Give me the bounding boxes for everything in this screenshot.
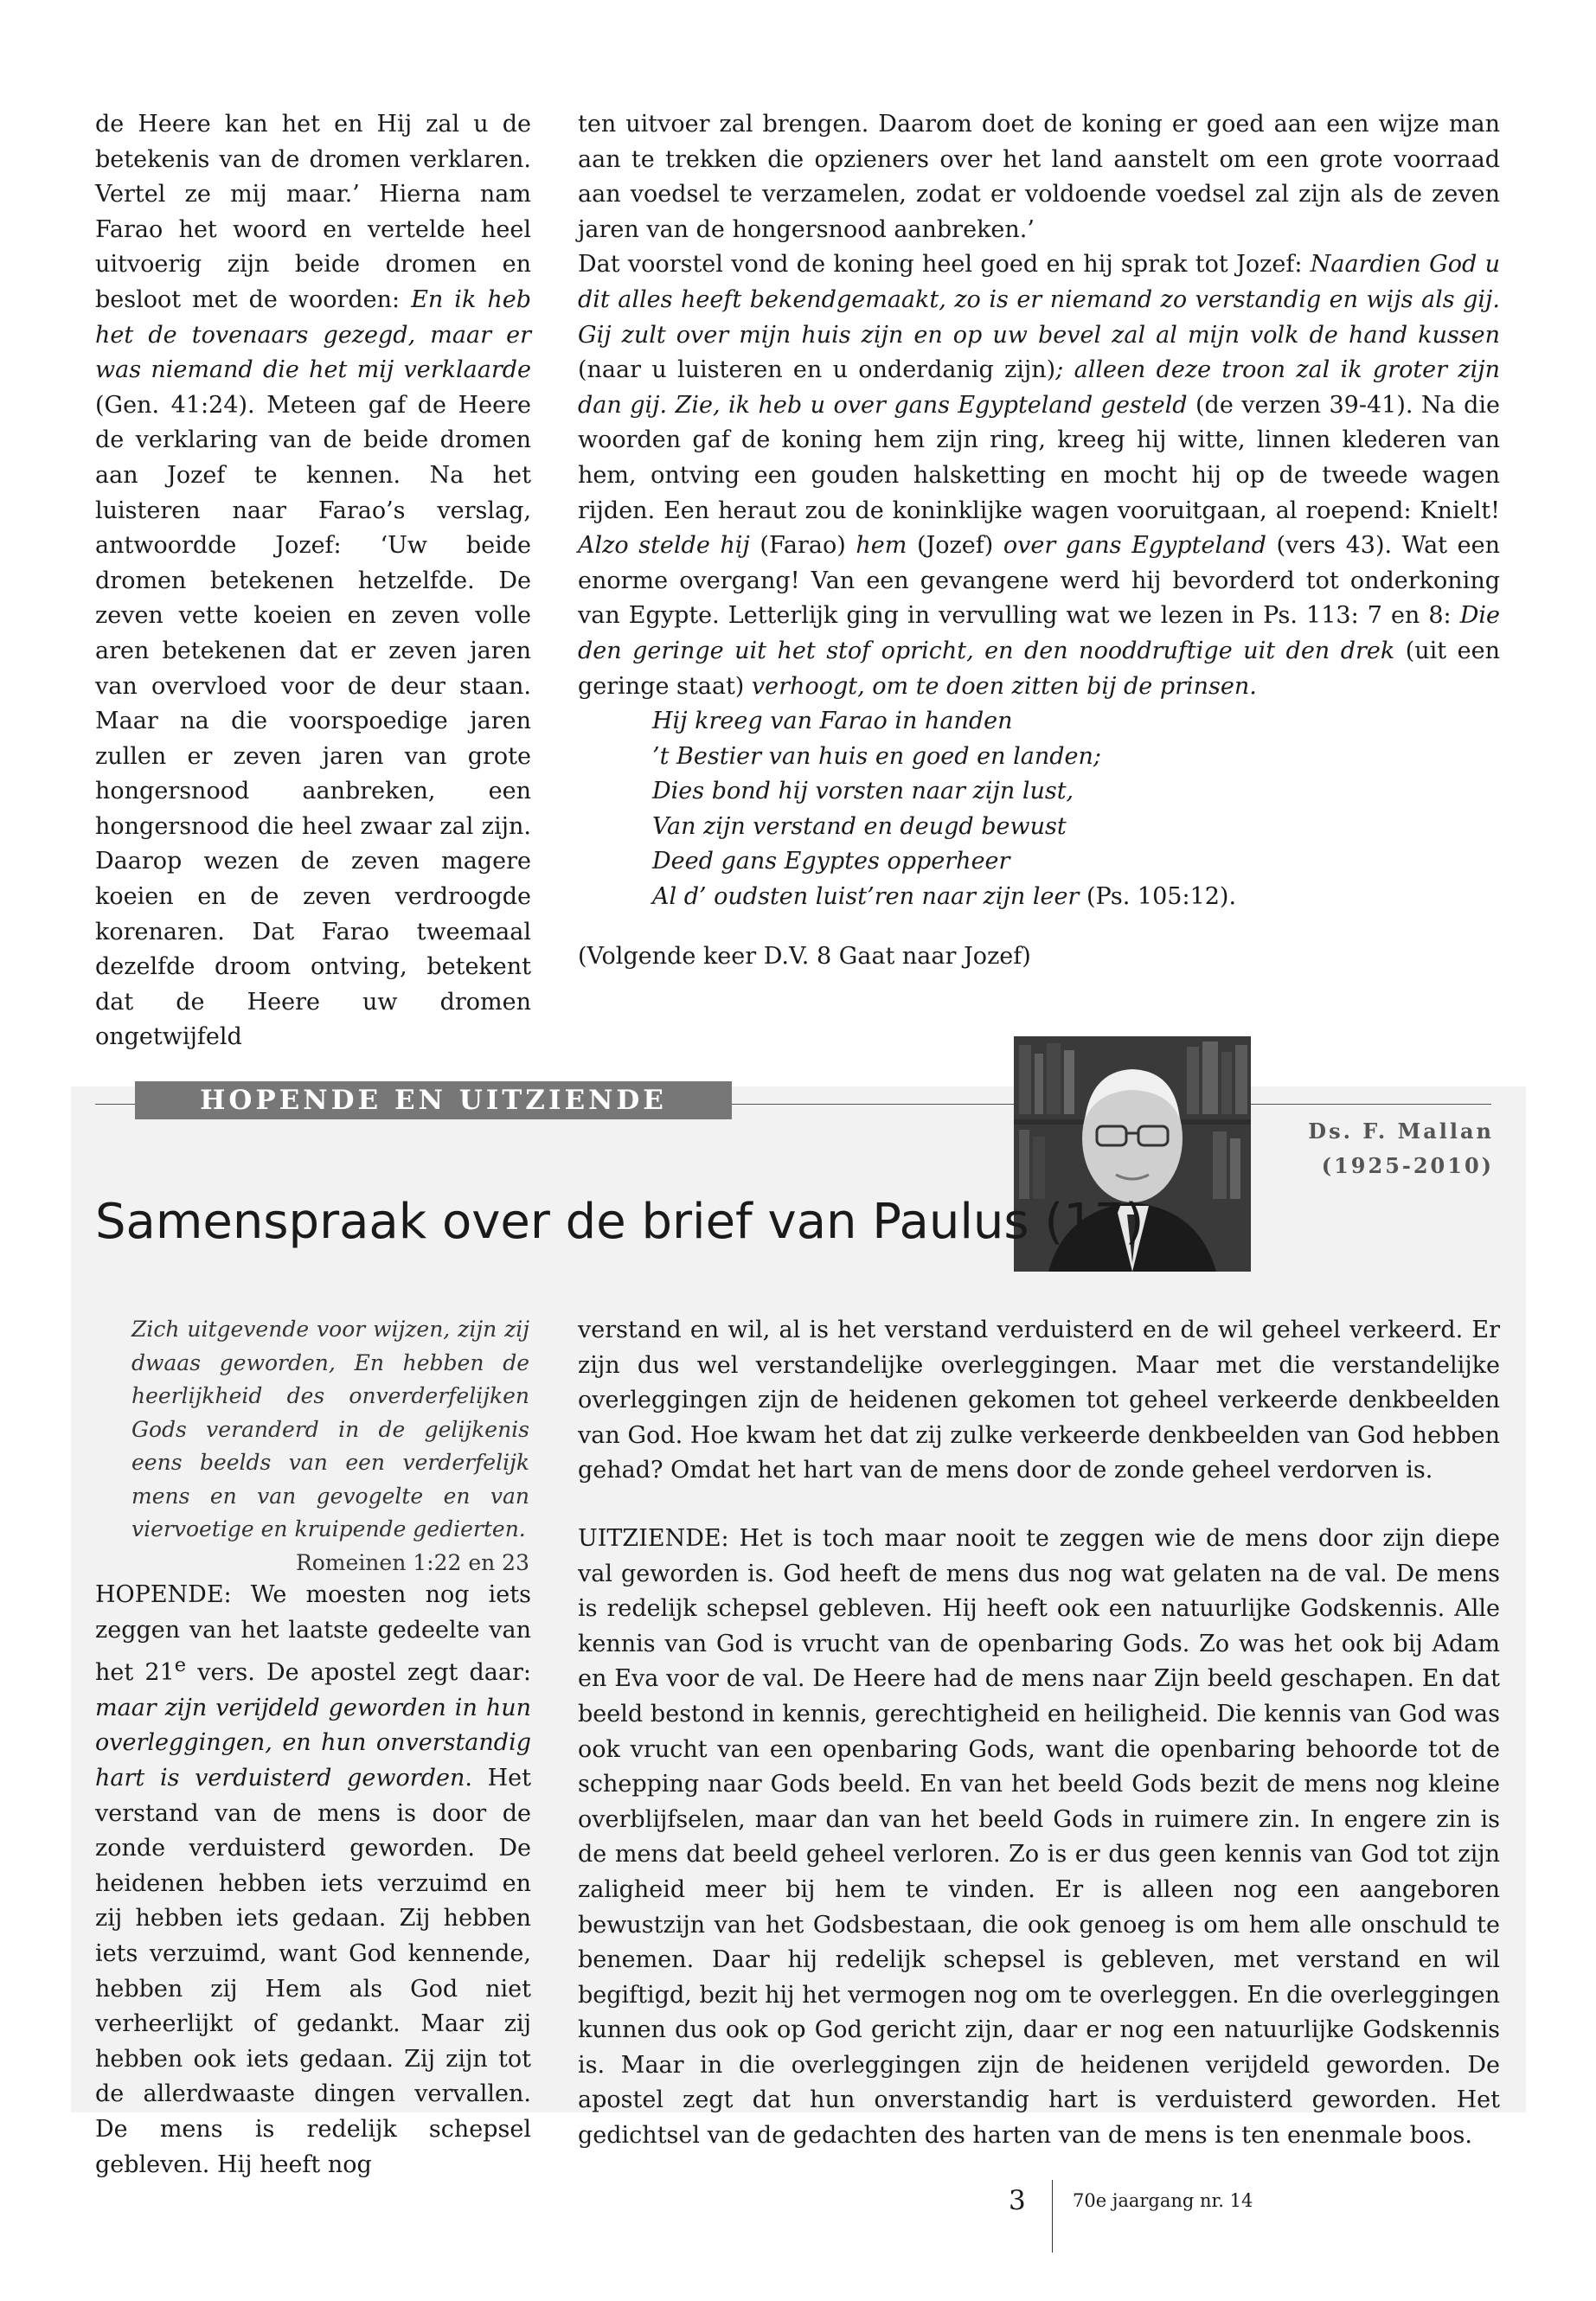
poem-line: Dies bond hij vorsten naar zijn lust,: [652, 778, 1074, 805]
poem-line: Deed gans Egyptes opperheer: [652, 848, 1010, 875]
footer-divider: [1052, 2180, 1053, 2253]
bottom-right-paragraph-1: verstand en wil, al is het verstand verduisterd en de wil geheel verkeerd. Er zijn dus wel verstandelijke overleggingen. Maar met die verstandelijke overleggingen zijn de heidenen gekomen tot geheel verkeerde denkbeelden van God. Hoe kwam het dat zij zulke verkeerde denkbeelden van God hebben gehad? Omdat het hart van de mens door de zonde geheel verdorven is.: [578, 1317, 1500, 1484]
article-title: Samenspraak over de brief van Paulus (17): [95, 1194, 1144, 1250]
top-left-column: [95, 107, 531, 1055]
poem-line-last: Al d’ oudsten luist’ren naar zijn leer (Ps. 105:12).: [652, 883, 1237, 911]
psalm-verse: [652, 704, 1500, 915]
motto-reference: Romeinen 1:22 en 23: [295, 1549, 529, 1575]
poem-line: ’t Bestier van huis en goed en landen;: [652, 742, 1101, 770]
genesis-quote: En ik heb het de tovenaars gezegd, maar er was niemand die het mij verklaarde: [95, 285, 531, 384]
author-name: Ds. F. Mallan: [1308, 1118, 1494, 1144]
poem-line: Van zijn verstand en deugd bewust: [652, 812, 1067, 840]
author-credit: [1308, 1114, 1494, 1183]
paragraph-pharaoh-advice: ten uitvoer zal brengen. Daarom doet de koning er goed aan een wijze man aan te trekken die opzieners over het land aanstelt om een grote voorraad aan voedsel te verzamelen, zodat er voldoende voedsel zal zijn als de zeven jaren van de hongersnood aanbreken.’: [578, 111, 1500, 243]
bottom-left-column: [95, 1578, 531, 2182]
issue-label: 70e jaargang nr. 14: [1073, 2190, 1253, 2211]
poem-line: Hij kreeg van Farao in handen: [652, 708, 1013, 735]
bottom-right-column: [578, 1313, 1500, 2154]
motto-text: Zich uitgevende voor wijzen, zijn zij dwaas geworden, En hebben de heerlijkheid des onverderfelijken Gods veranderd in de gelijkenis eens beelds van een verderfelijk mens en van gevogelte en van viervoetige en kruipende gedierten.: [131, 1317, 529, 1541]
motto-quote: [131, 1313, 529, 1580]
hopende-paragraph: HOPENDE: We moesten nog iets zeggen van het laatste gedeelte van het 21e vers. De apostel zegt daar: maar zijn verijdeld geworden in hun overleggingen, en hun onverstandig hart is verduisterd geworden. Het verstand van de mens is door de zonde verduisterd geworden. De heidenen hebben iets verzuimd en zij hebben iets gedaan. Zij hebben iets verzuimd, want God kennende, hebben zij Hem als God niet verheerlijkt of gedankt. Maar zij hebben ook iets gedaan. Zij zijn tot de allerdwaaste dingen vervallen. De mens is redelijk schepsel gebleven. Hij heeft nog: [95, 1581, 531, 2178]
uitziende-paragraph: UITZIENDE: Het is toch maar nooit te zeggen wie de mens door zijn diepe val geworden is. God heeft de mens dus nog wat gelaten na de val. De mens is redelijk schepsel gebleven. Hij heeft ook een natuurlijke Godskennis. Alle kennis van God is vrucht van de openbaring Gods. Zo was het ook bij Adam en Eva voor de val. De Heere had de mens naar Zijn beeld geschapen. En dat beeld bestond in kennis, gerechtigheid en heiligheid. Die kennis van God was ook vrucht van een openbaring Gods, want die openbaring behoorde tot de schepping naar Gods beeld. En van het beeld Gods bezit de mens nog kleine overblijfselen, maar dan van het beeld Gods in ruimere zin. In engere zin is de mens dat beeld geheel verloren. Zo is er dus geen kennis van God tot zijn zaligheid meer bij hem te vinden. Er is alleen nog een aangeboren bewustzijn van het Godsbestaan, die ook genoeg is om hem alle onschuld te benemen. Daar hij redelijk schepsel is gebleven, met verstand en wil begiftigd, bezit hij het vermogen nog om te overleggen. En die overleggingen kunnen dus ook op God gericht zijn, daar er nog een natuurlijke Godskennis is. Maar in die overleggingen zijn de heidenen verijdeld geworden. De apostel zegt dat hun onverstandig hart is verduisterd geworden. Het gedichtsel van de gedachten des harten van de mens is ten enenmale boos.: [578, 1524, 1500, 2150]
paragraph-king-speech: Dat voorstel vond de koning heel goed en hij sprak tot Jozef: Naardien God u dit alles heeft bekendgemaakt, zo is er niemand zo verstandig en wijs als gij. Gij zult over mijn huis zijn en op uw bevel zal al mijn volk de hand kussen (naar u luisteren en u onderdanig zijn); alleen deze troon zal ik groter zijn dan gij. Zie, ik heb u over gans Egypteland gesteld (de verzen 39-41). Na die woorden gaf de koning hem zijn ring, kreeg hij witte, linnen klederen van hem, ontving een gouden halsketting en mocht hij op de tweede wagen rijden. Een heraut zou de koninklijke wagen vooruitgaan, al roepend: Knielt! Alzo stelde hij (Farao) hem (Jozef) over gans Egypteland (vers 43). Wat een enorme overgang! Van een gevangene werd hij bevorderd tot onderkoning van Egypte. Letterlijk ging in vervulling wat we lezen in Ps. 113: 7 en 8: Die den geringe uit het stof opricht, en den nooddruftige uit den drek (uit een geringe staat) verhoogt, om te doen zitten bij de prinsen.: [578, 251, 1500, 700]
section-label: HOPENDE EN UITZIENDE: [135, 1081, 732, 1119]
top-right-column: [578, 107, 1500, 974]
page-number: 3: [1009, 2185, 1026, 2216]
author-years: (1925-2010): [1321, 1153, 1494, 1178]
top-left-paragraph: de Heere kan het en Hij zal u de betekenis van de dromen verklaren. Vertel ze mij maar.’ Hierna nam Farao het woord en vertelde heel uitvoerig zijn beide dromen en besloot met de woorden: En ik heb het de tovenaars gezegd, maar er was niemand die het mij verklaarde (Gen. 41:24). Meteen gaf de Heere de verklaring van de beide dromen aan Jozef te kennen. Na het luisteren naar Farao’s verslag, antwoordde Jozef: ‘Uw beide dromen betekenen hetzelfde. De zeven vette koeien en zeven volle aren betekenen dat er zeven jaren van overvloed voor de deur staan. Maar na die voorspoedige jaren zullen er zeven jaren van grote hongersnood aanbreken, een hongersnood die heel zwaar zal zijn. Daarop wezen de zeven magere koeien en de zeven verdroogde korenaren. Dat Farao tweemaal dezelfde droom ontving, betekent dat de Heere uw dromen ongetwijfeld: [95, 111, 531, 1051]
poem-reference: (Ps. 105:12).: [1086, 883, 1237, 911]
next-episode-note: (Volgende keer D.V. 8 Gaat naar Jozef): [578, 942, 1031, 970]
